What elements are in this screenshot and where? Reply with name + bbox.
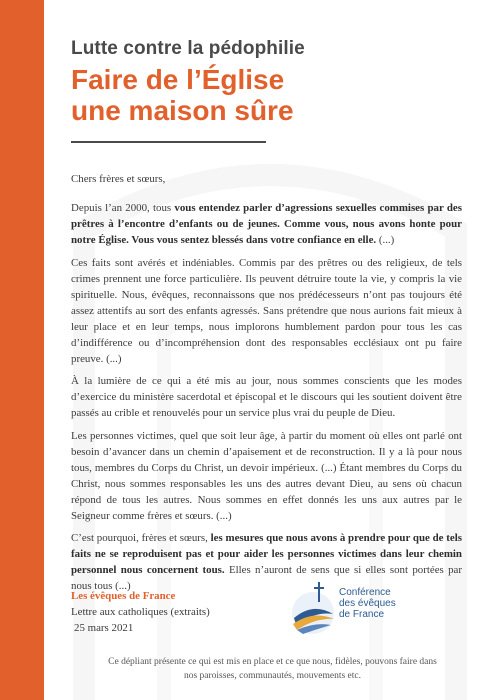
title-line-1: Faire de l’Église [71,64,285,95]
page-title [71,64,471,126]
footer-note [60,655,485,683]
p5-tail: Elles n’auront de sens que si elles sont portées par nous tous (...) [71,564,462,592]
signature-source: Lettre aux catholiques (extraits) [71,606,210,618]
signature-author: Les évêques de France [71,590,176,602]
letter-paragraph-4: Les personnes victimes, quel que soit leur âge, à partir du moment où elles ont parlé ont besoin d’avancer dans un chemin d’apaisement et de reconstruction. Il y a là pour nous tous, membres du Corps du Christ, un devoir impérieux. (...) Étant membres du Corps du Christ, nous sommes responsables les uns des autres devant Dieu, au sens où chacun répond de tous les autres. Nous sommes en effet donnés les uns aux autres par le Seigneur comme frères et sœurs. (...) [71,429,462,522]
letter-paragraph-3: À la lumière de ce qui a été mis au jour, nous sommes conscients que les modes d’exercice du ministère sacerdotal et épiscopal et le discours qui les soutient doivent être passés au crible et renouvelés pour un service plus vrai du peuple de Dieu. [71,375,462,419]
letter-paragraph-2: Ces faits sont avérés et indéniables. Commis par des prêtres ou des religieux, de tels crimes prennent une force particulière. Ils peuvent détruire toute la vie, y compris la vie spirituelle. Nous, évêques, reconnaissons que nos prédécesseurs n’ont pas toujours été assez attentifs au sort des enfants agressés. Sans prétendre que nous aurions fait mieux à leur place et en leur temps, nous implorons humblement pardon pour tous les cas d’indifférence ou d’incompréhension dont des responsables ecclésiaux ont pu faire preuve. (...) [71,256,462,365]
accent-side-bar [0,0,44,700]
page-header [71,38,471,126]
footer-line-2: nos paroisses, communautés, mouvements etc. [183,671,362,681]
letter-body [71,171,462,601]
signature-date: 25 mars 2021 [74,622,134,634]
p5-emphasis: les mesures que nous avons à prendre pour que de tels faits ne se reproduisent pas et pour aider les personnes victimes dans leur chemin personnel nous concernent tous. [71,532,462,576]
cef-logo-text [339,587,459,620]
letter-greeting: Chers frères et sœurs, [71,173,166,185]
logo-line-1: Conférence [339,587,391,598]
footer-line-1: Ce dépliant présente ce qui est mis en place et ce que nous, fidèles, pouvons faire dans [108,657,437,667]
letter-paragraph-1 [71,200,462,248]
p1-text: Depuis l’an 2000, tous [71,202,175,214]
signature-block [71,588,271,636]
p5-text: C’est pourquoi, frères et sœurs, [71,532,211,544]
logo-line-2: des évêques [339,598,396,609]
p1-emphasis: vous entendez parler d’agressions sexuelles commises par des prêtres à l’encontre d’enfants ou de jeunes. Comme vous, nous avons honte pour notre Église. Vous vous sentez blessés dans votre confiance en elle. [71,202,462,246]
logo-line-3: de France [339,609,385,620]
title-line-2: une maison sûre [71,95,294,126]
p1-ellipsis: (...) [376,234,395,246]
page-subtitle: Lutte contre la pédophilie [71,38,305,59]
title-divider [71,141,266,143]
